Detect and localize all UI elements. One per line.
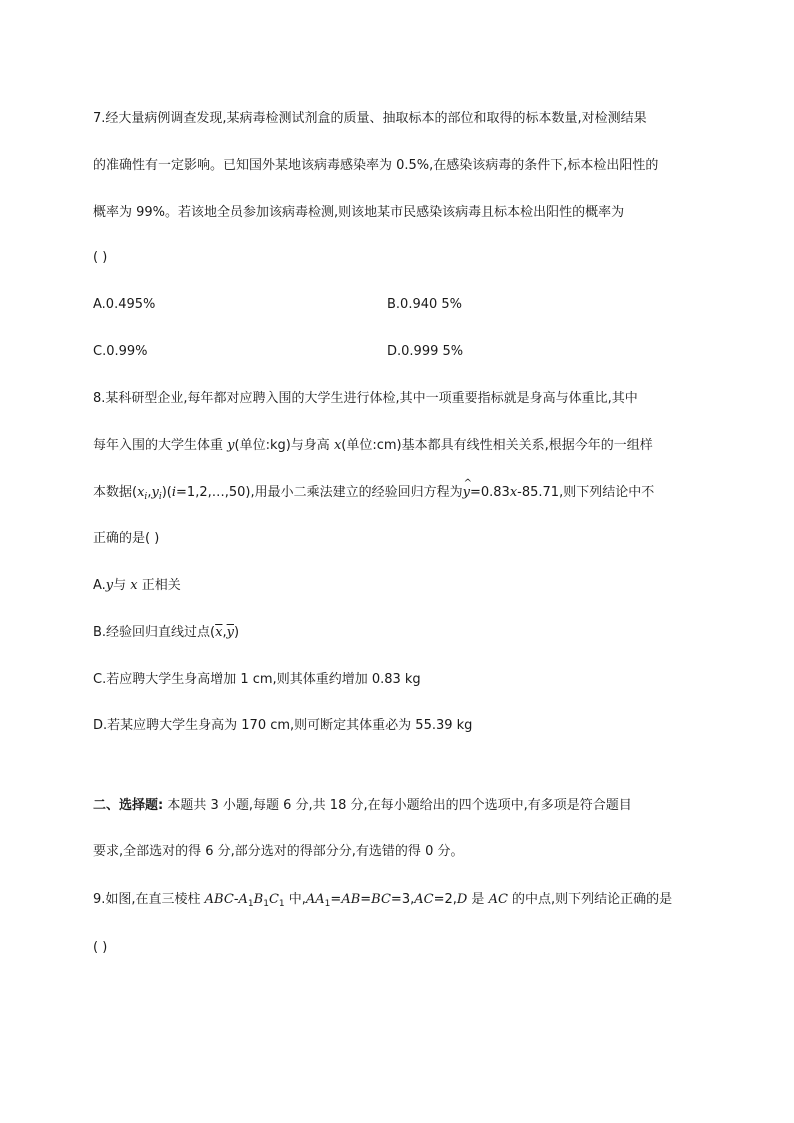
q7-line-3: 概率为 99%。若该地全员参加该病毒检测,则该地某市民感染该病毒且标本检出阳性的概率为	[93, 205, 625, 220]
variable-yi: y	[151, 485, 159, 500]
vertex-a: A	[238, 892, 248, 907]
q8-option-d: D.若某应聘大学生身高为 170 cm,则可断定其体重必为 55.39 kg	[93, 718, 473, 733]
equals: =	[360, 892, 372, 907]
option-b-text-a: B.经验回归直线过点(	[93, 625, 216, 640]
subscript-i: i	[144, 492, 148, 502]
vertex-c: C	[268, 892, 279, 907]
variable-i: i	[171, 485, 177, 500]
q7-option-b: B.0.940 5%	[387, 297, 463, 312]
comma: ,	[147, 485, 152, 500]
variable-y-bar: $\overline{y}$	[226, 625, 234, 640]
section-2-line-2: 要求,全部选对的得 6 分,部分选对的得部分分,有选错的得 0 分。	[93, 844, 464, 859]
variable-y: y	[227, 438, 235, 453]
option-a-text-b: 与	[113, 578, 131, 593]
subscript-1: 1	[324, 899, 331, 909]
segment-ac: AC	[488, 892, 508, 907]
q9-text-c: =3,	[390, 892, 415, 907]
section-2-instructions: 本题共 3 小题,每题 6 分,共 18 分,在每小题给出的四个选项中,有多项是符合题目	[163, 798, 632, 813]
q7-line-1: 7.经大量病例调查发现,某病毒检测试剂盒的质量、抽取标本的部位和取得的标本数量,对检测结果	[93, 111, 647, 126]
q9-text-a: 9.如图,在直三棱柱	[93, 892, 205, 907]
q8-line-2-text-b: (单位:kg)与身高	[234, 438, 334, 453]
q8-option-b	[93, 625, 239, 641]
subscript-1: 1	[263, 899, 269, 909]
vertex-b: B	[253, 892, 264, 907]
q8-line-3-text-a: 本数据(	[93, 485, 138, 500]
q7-answer-paren: ( )	[93, 250, 108, 265]
point-d: D	[456, 892, 468, 907]
prism-abc: ABC	[204, 892, 234, 907]
q8-option-c: C.若应聘大学生身高增加 1 cm,则其体重约增加 0.83 kg	[93, 672, 421, 687]
q7-option-d: D.0.999 5%	[387, 344, 464, 359]
q8-line-3-text-e: -85.71,则下列结论中不	[517, 485, 655, 500]
option-a-text-c: 正相关	[137, 578, 181, 593]
q8-line-2	[93, 438, 653, 454]
segment-ac: AC	[414, 892, 434, 907]
q9-text-e: 是	[467, 892, 489, 907]
q8-line-3-text-d: =0.83	[469, 485, 510, 500]
q9-text-b: 中,	[284, 892, 306, 907]
q8-line-2-text-c: (单位:cm)基本都具有线性相关关系,根据今年的一组样	[341, 438, 653, 453]
q8-line-3-text-c: =1,2,…,50),用最小二乘法建立的经验回归方程为	[176, 485, 463, 500]
q8-line-4: 正确的是( )	[93, 531, 160, 546]
section-2-title: 二、选择题:	[93, 798, 164, 813]
q8-line-1: 8.某科研型企业,每年都对应聘入围的大学生进行体检,其中一项重要指标就是身高与体重比,其中	[93, 391, 638, 406]
subscript-1: 1	[278, 899, 285, 909]
variable-xi: x	[137, 485, 145, 500]
q7-line-2: 的准确性有一定影响。已知国外某地该病毒感染率为 0.5%,在感染该病毒的条件下,标本检出阳性的	[93, 158, 659, 173]
q8-line-3-text-b: )(	[161, 485, 172, 500]
q7-option-a: A.0.495%	[93, 297, 156, 312]
q9-answer-paren: ( )	[93, 940, 108, 955]
variable-x-bar: $\overline{x}$	[215, 625, 223, 640]
comma: ,	[222, 625, 227, 640]
q9-line-1	[93, 892, 672, 912]
q7-option-c: C.0.99%	[93, 344, 148, 359]
q8-line-3	[93, 485, 654, 505]
q8-line-2-text-a: 每年入围的大学生体重	[93, 438, 228, 453]
equals: =	[330, 892, 342, 907]
segment-bc: BC	[371, 892, 391, 907]
option-a-prefix: A.	[93, 578, 106, 593]
subscript-1: 1	[247, 899, 254, 909]
subscript-i: i	[158, 492, 162, 502]
option-b-text-b: )	[233, 625, 240, 640]
dash: -	[233, 892, 239, 907]
segment-aa: AA	[305, 892, 325, 907]
q9-text-d: =2,	[433, 892, 457, 907]
variable-x: x	[333, 438, 342, 453]
q8-option-a	[93, 578, 181, 594]
section-2-line-1	[93, 798, 632, 814]
variable-x: x	[509, 485, 518, 500]
q9-text-f: 的中点,则下列结论正确的是	[507, 892, 673, 907]
variable-y-hat: ^ y	[463, 485, 470, 501]
variable-x: x	[130, 578, 138, 593]
variable-y: y	[105, 578, 114, 593]
segment-ab: AB	[341, 892, 361, 907]
